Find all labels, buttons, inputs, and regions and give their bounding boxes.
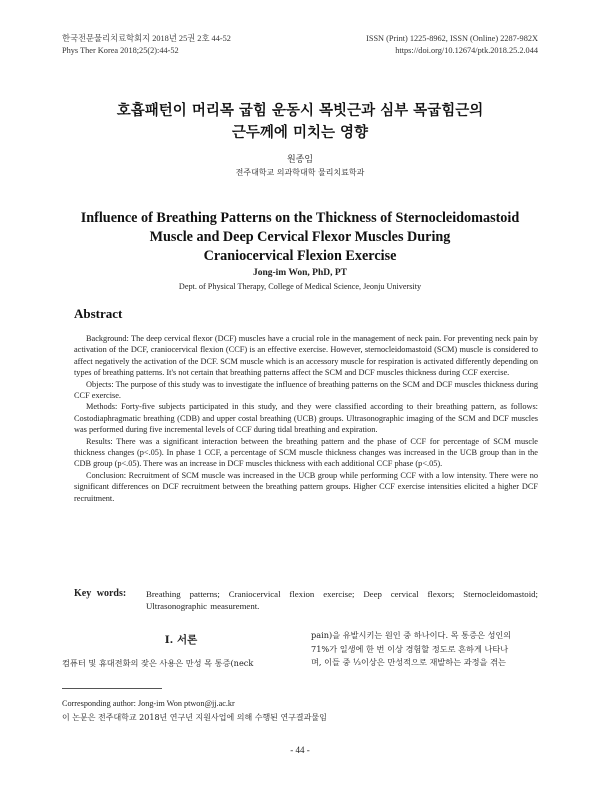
body-column-left <box>62 657 300 670</box>
intro-right-line-1: pain)을 유발시키는 원인 중 하나이다. 목 통증은 성인의 <box>311 630 512 640</box>
english-title-line-3: Craniocervical Flexion Exercise <box>203 248 397 264</box>
korean-affiliation: 전주대학교 의과학대학 물리치료학과 <box>235 168 365 177</box>
english-affiliation: Dept. of Physical Therapy, College of Medical Science, Jeonju University <box>178 282 422 291</box>
english-title-line-1: Influence of Breathing Patterns on the Thickness of Sternocleidomastoid <box>80 210 520 226</box>
keywords-label: Key words: <box>74 588 127 599</box>
abstract-background: Background: The deep cervical flexor (DCF) muscles have a crucial role in the management of neck pain. For preventing neck pain by activation of the DCF, craniocervical flexion (CCF) is an effective exercise. However, sternocleidomastoid (SCM) muscle is considered to affect negatively the activation of the DCF. SCM muscle which is an accessory muscle for respiration is activated differently depending on types of breathing patterns. It's not certain that breathing patterns affect the SCM and DCF muscles thickness during CCF exercise. <box>74 334 538 378</box>
abstract-results: Results: There was a significant interaction between the breathing pattern and the phase of CCF for percentage of SCM muscle thickness changes (p<.05). In phase 1 CCF, a percentage of SCM muscle thickness changes was increased in the UCB group than in the CDB group (p<.05). There was an increase in DCF muscles thickness with each additional CCF phase (p<.05). <box>74 436 538 469</box>
abstract-objects: Objects: The purpose of this study was to investigate the influence of breathing patterns on the SCM and DCF muscles thickness during CCF exercise. <box>74 379 538 401</box>
doi-link[interactable]: https://doi.org/10.12674/ptk.2018.25.2.044 <box>395 46 538 55</box>
korean-title-line-1: 호흡패턴이 머리목 굽힘 운동시 목빗근과 심부 목굽힘근의 <box>116 102 484 119</box>
intro-right-line-3: 며, 이들 중 ⅓이상은 만성적으로 재발하는 과정을 겪는 <box>311 657 506 667</box>
keywords-block <box>74 588 538 612</box>
introduction-heading: Ⅰ. 서론 <box>164 634 198 646</box>
english-title <box>0 209 600 266</box>
abstract-methods: Methods: Forty-five subjects participated in this study, and they were classified according to their breathing pattern, as follows: Costodiaphragmatic breathing (CDB) and upper costal breathing (UCB) groups. Ultrasonographic imaging of the SCM and DCF muscles was performed during five incremental levels of CCF during tidal breathing and expiration. <box>74 402 538 435</box>
intro-left-line-1: 컴퓨터 및 휴대전화의 잦은 사용은 만성 목 통증(neck <box>62 658 254 668</box>
keywords-text: Breathing patterns; Craniocervical flexion exercise; Deep cervical flexors; Sternocleidomastoid; Ultrasonographic measurement. <box>146 589 538 611</box>
korean-author: 원종임 <box>286 155 314 165</box>
journal-header-left <box>62 33 231 57</box>
corresponding-author-note: Corresponding author: Jong-im Won ptwon@jj.ac.kr <box>62 699 235 708</box>
body-column-right <box>311 629 539 670</box>
journal-citation-korean: 한국전문물리치료학회지 2018년 25권 2호 44-52 <box>62 34 231 43</box>
footnote-divider <box>62 688 162 689</box>
journal-citation-english: Phys Ther Korea 2018;25(2):44-52 <box>62 46 179 55</box>
page-number: - 44 - <box>290 745 310 755</box>
issn-line: ISSN (Print) 1225-8962, ISSN (Online) 2287-982X <box>366 34 538 43</box>
journal-header-right <box>366 33 538 57</box>
intro-right-line-2: 71%가 일생에 한 번 이상 경험할 정도로 흔하게 나타나 <box>311 643 509 654</box>
english-author: Jong-im Won, PhD, PT <box>252 268 348 278</box>
english-title-line-2: Muscle and Deep Cervical Flexor Muscles During <box>149 229 451 245</box>
abstract-heading: Abstract <box>74 306 123 321</box>
korean-title-line-2: 근두께에 미치는 영향 <box>231 124 369 141</box>
funding-note: 이 논문은 전주대학교 2018년 연구년 지원사업에 의해 수행된 연구결과물임 <box>62 713 327 722</box>
abstract-body <box>74 333 538 504</box>
korean-title <box>0 100 600 144</box>
abstract-conclusion: Conclusion: Recruitment of SCM muscle was increased in the UCB group while performing CCF with a low intensity. There were no significant differences on DCF recruitment between the breathing pattern groups. Higher CCF exercise intensities elicited a higher DCF recruitment. <box>74 470 538 503</box>
